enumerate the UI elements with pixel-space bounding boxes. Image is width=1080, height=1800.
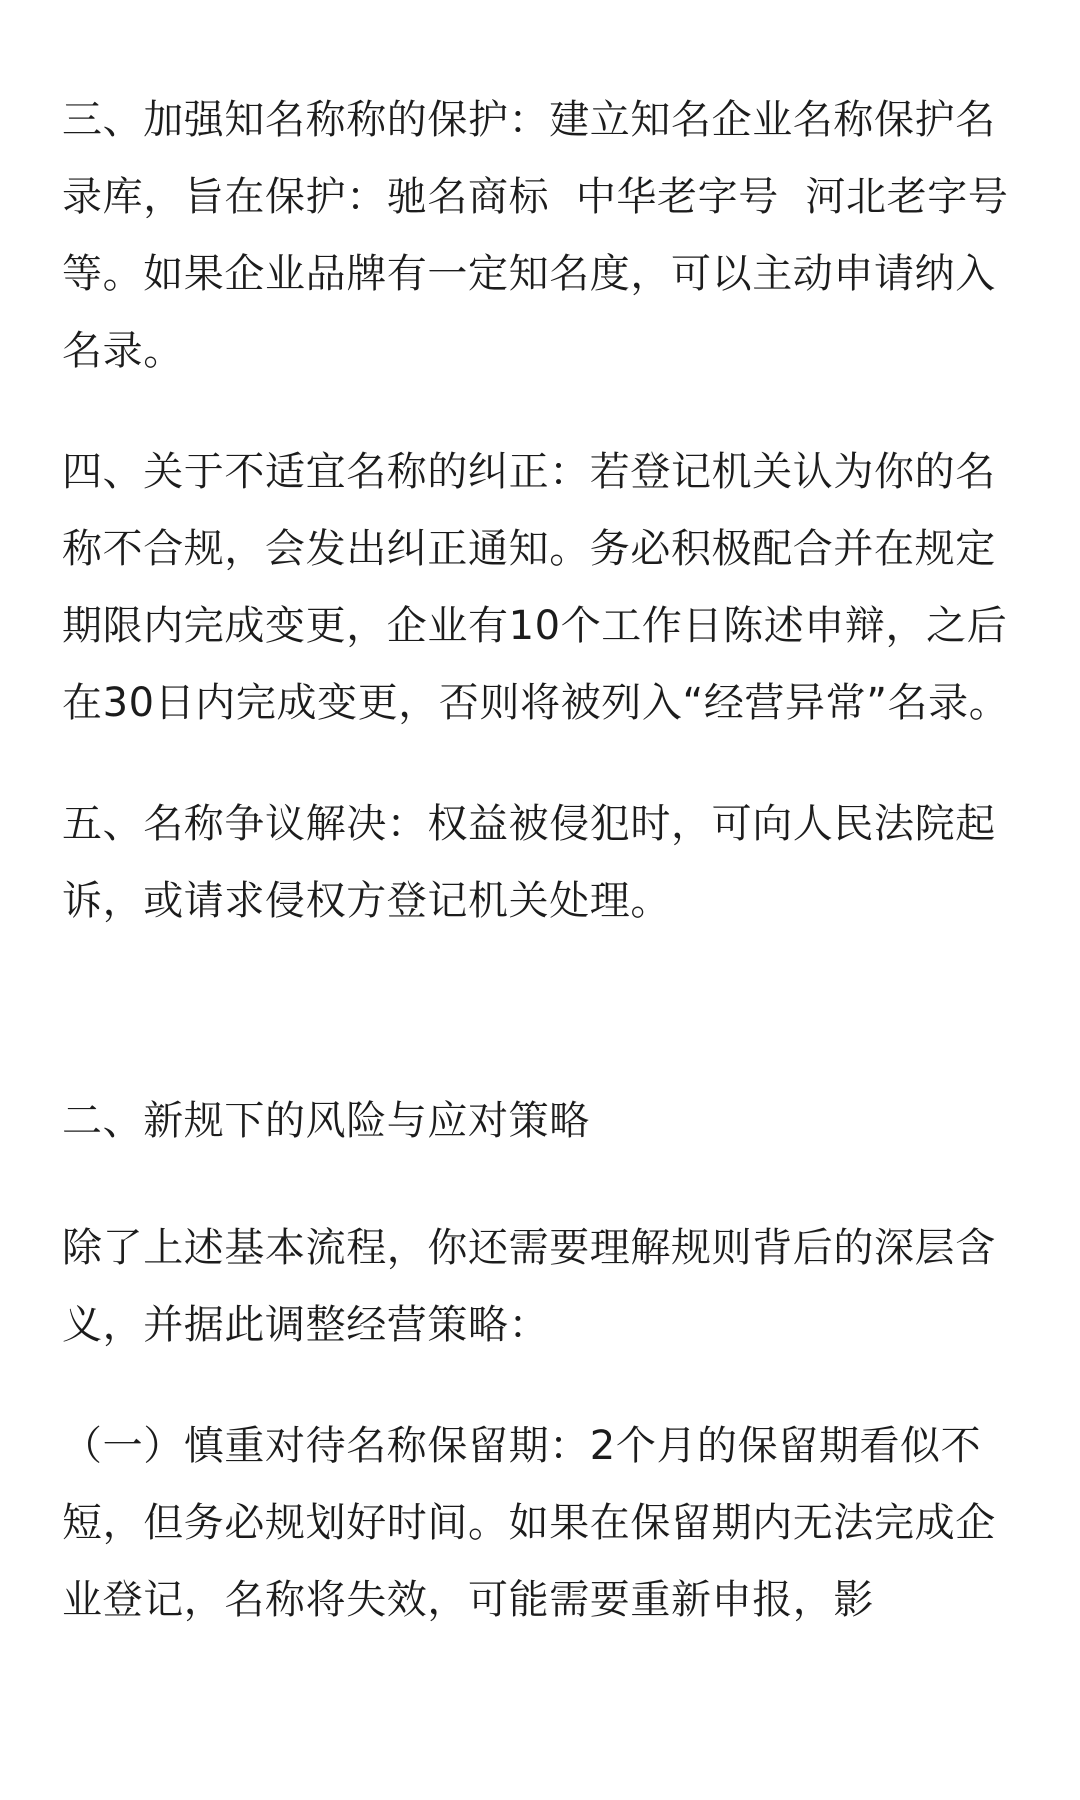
- section-heading-risks-strategies: 二、新规下的风险与应对策略: [62, 1098, 590, 1144]
- article-body: [62, 82, 1022, 1639]
- paragraph-intro-strategies: 除了上述基本流程，你还需要理解规则背后的深层含义，并据此调整经营策略：: [62, 1225, 996, 1348]
- paragraph-reservation-period: （一）慎重对待名称保留期：2个月的保留期看似不短，但务必规划好时间。如果在保留期内无法完成企业登记，名称将失效，可能需要重新申报，影: [62, 1423, 996, 1623]
- paragraph-name-dispute: 五、名称争议解决：权益被侵犯时，可向人民法院起诉，或请求侵权方登记机关处理。: [62, 801, 996, 924]
- paragraph-famous-name-protection: 三、加强知名称称的保护：建立知名企业名称保护名录库，旨在保护：驰名商标 中华老字号 河北老字号等。如果企业品牌有一定知名度，可以主动申请纳入名录。: [62, 97, 1009, 374]
- paragraph-name-correction: 四、关于不适宜名称的纠正：若登记机关认为你的名称不合规，会发出纠正通知。务必积极配合并在规定期限内完成变更，企业有10个工作日陈述申辩，之后在30日内完成变更，否则将被列入“经营异常”名录。: [62, 449, 1010, 726]
